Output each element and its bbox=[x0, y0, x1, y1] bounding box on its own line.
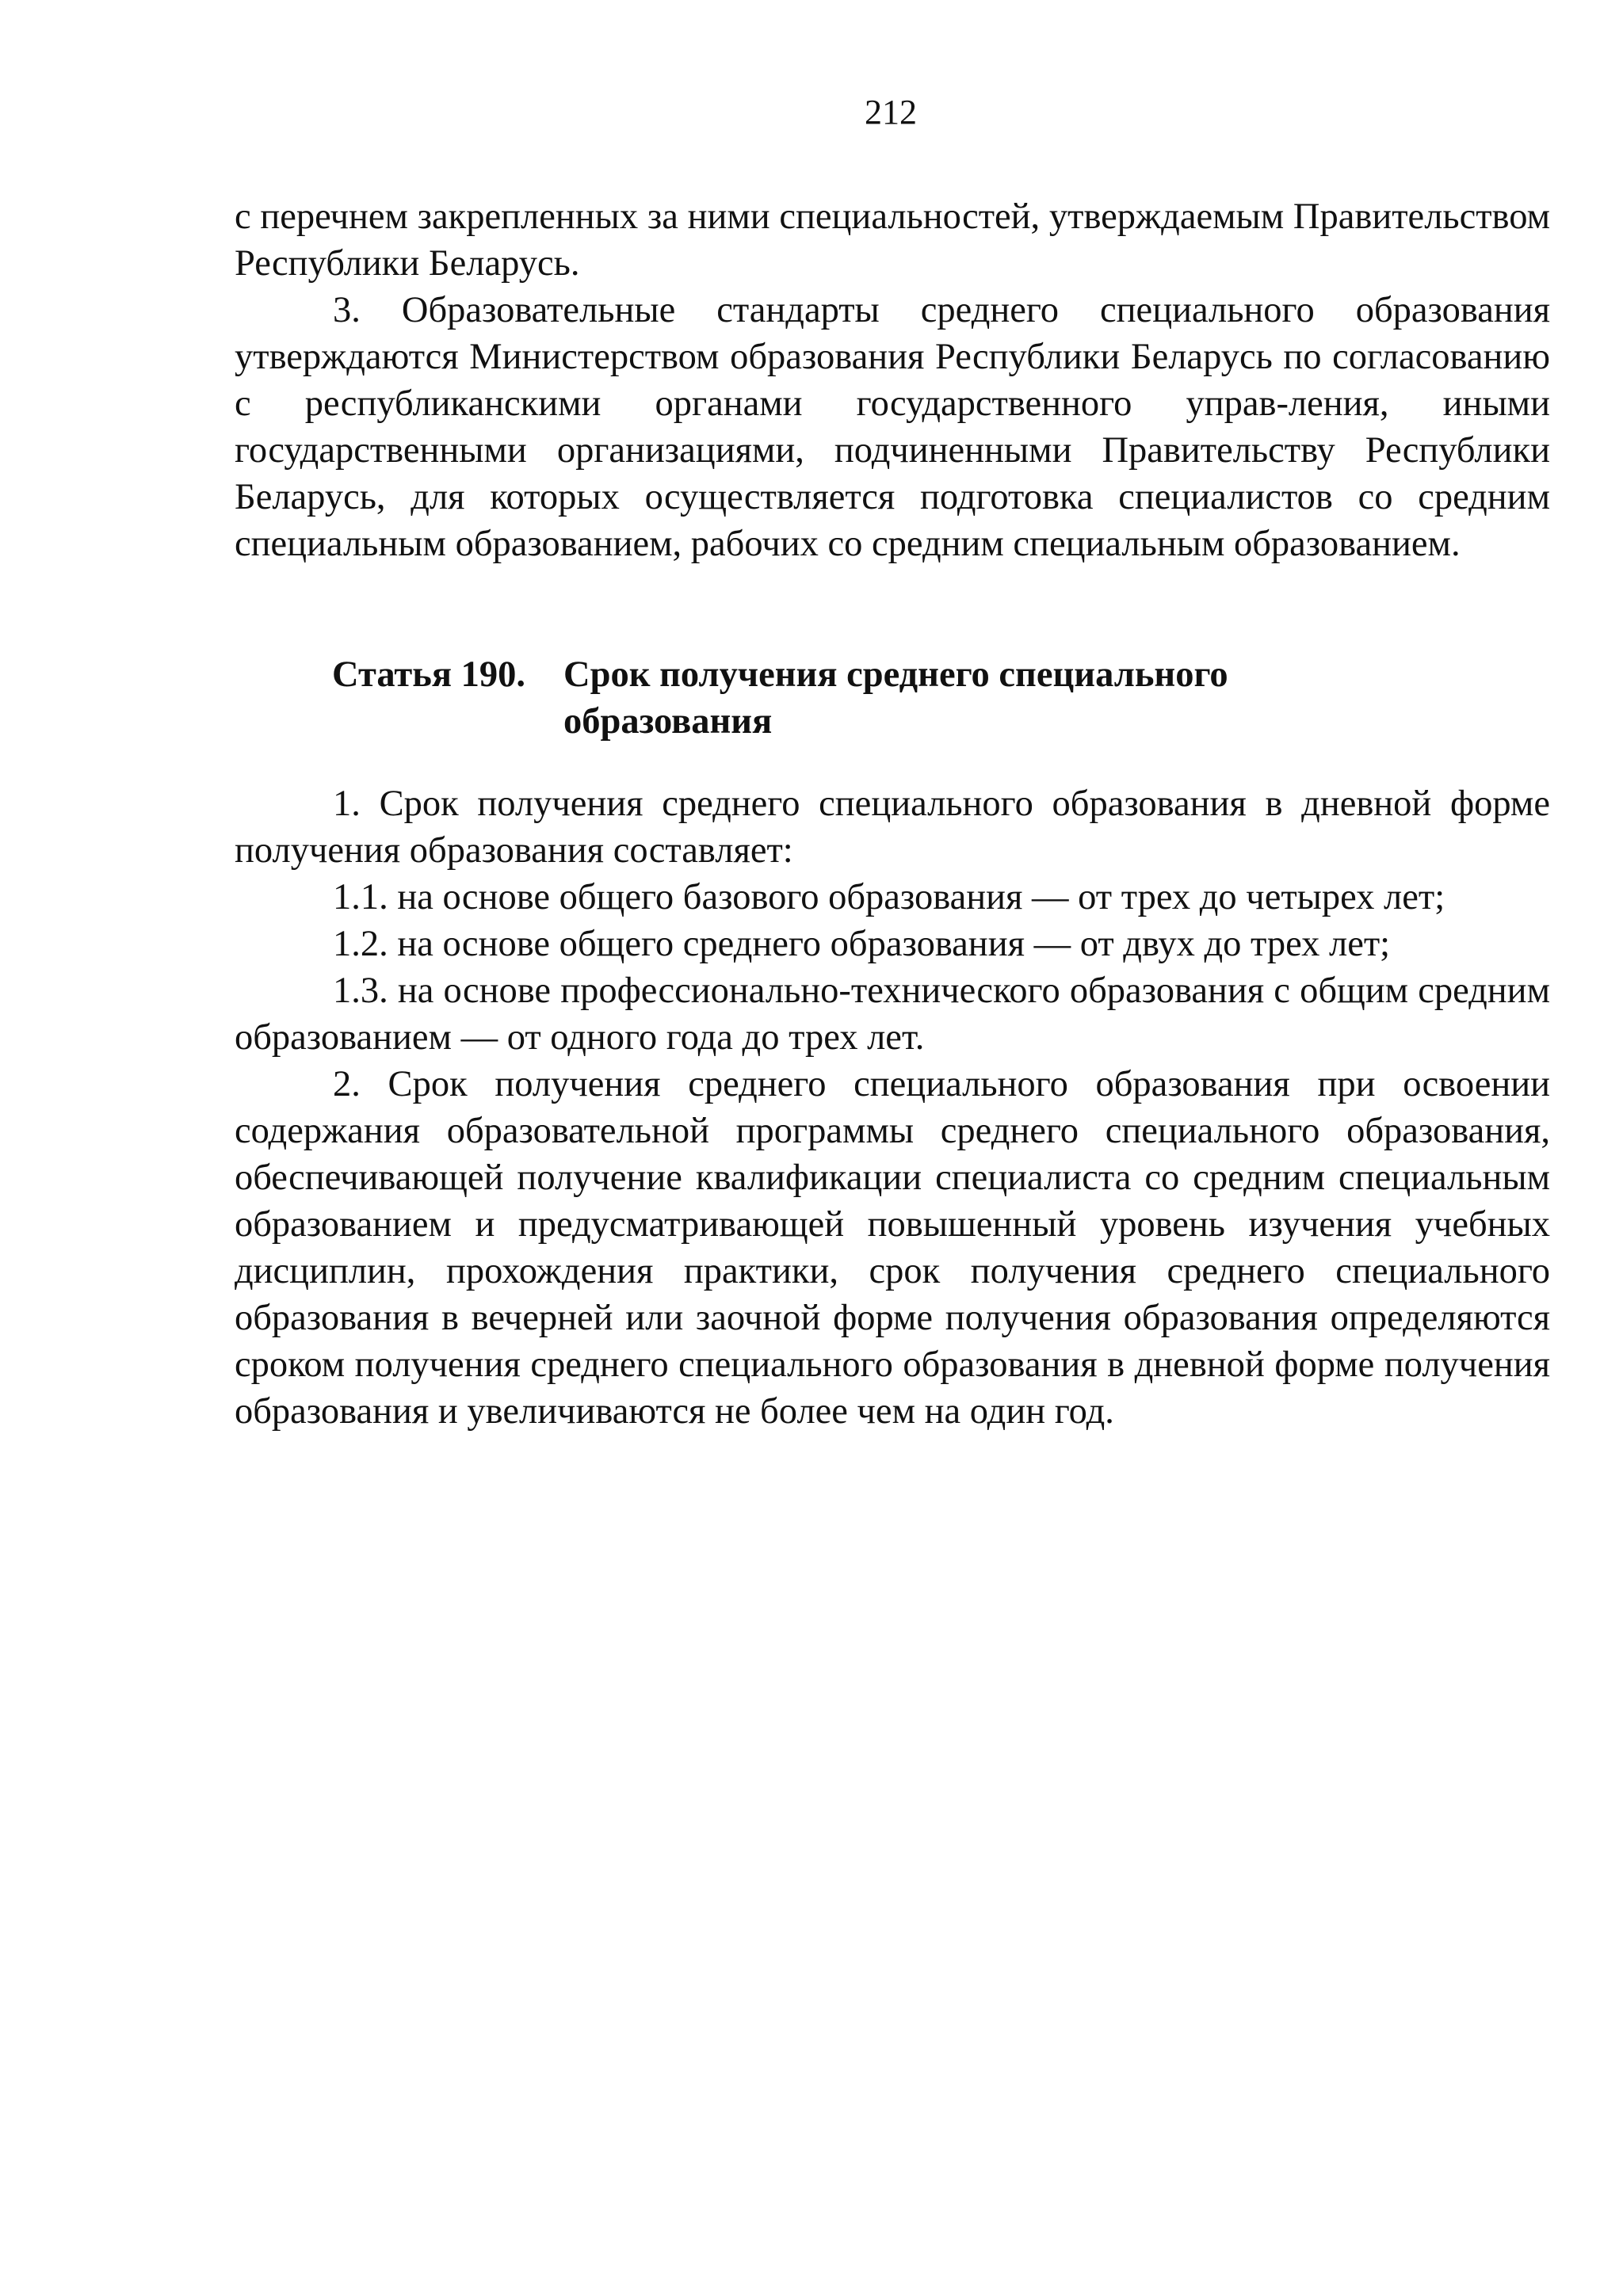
text-block-bottom bbox=[235, 780, 1550, 1435]
page-number: 212 bbox=[865, 93, 917, 132]
article-number: Статья 190. bbox=[332, 654, 526, 695]
paragraph-item-2: 2. Срок получения среднего специального образования при освоении содержания образовательной программы среднего специального образования, обеспечивающей получение квалификации специалиста со средним специальным образованием и предусматривающей повышенный уровень изучения учебных дисциплин, прохождения практики, срок получения среднего специального образования в вечерней или заочной форме получения образования определяются сроком получения среднего специального образования в дневной форме получения образования и увеличиваются не более чем на один год. bbox=[235, 1064, 1550, 1432]
paragraph-standards-approval: 3. Образовательные стандарты среднего специального образования утверждаются Министерством образования Республики Беларусь по согласованию с республиканскими органами государственного управ-ления, иными государственными организациями, подчиненными Правительству Республики Беларусь, для которых осуществляется подготовка специалистов со средним специальным образованием, рабочих со средним специальным образованием. bbox=[235, 290, 1550, 564]
paragraph-item-1: 1. Срок получения среднего специального образования в дневной форме получения образования составляет: bbox=[235, 784, 1550, 871]
paragraph-item-1-3: 1.3. на основе профессионально-технического образования с общим средним образованием — от одного года до трех лет. bbox=[235, 971, 1550, 1058]
paragraph-item-1-2: 1.2. на основе общего среднего образования — от двух до трех лет; bbox=[333, 924, 1391, 964]
article-title: Срок получения среднего специального образования bbox=[563, 654, 1228, 742]
paragraph-specialties-list: с перечнем закрепленных за ними специальностей, утверждаемым Правительством Республики Беларусь. bbox=[235, 196, 1550, 284]
article-heading bbox=[332, 651, 1324, 745]
paragraph-item-1-1: 1.1. на основе общего базового образования — от трех до четырех лет; bbox=[333, 877, 1445, 917]
text-block-top bbox=[235, 193, 1550, 567]
